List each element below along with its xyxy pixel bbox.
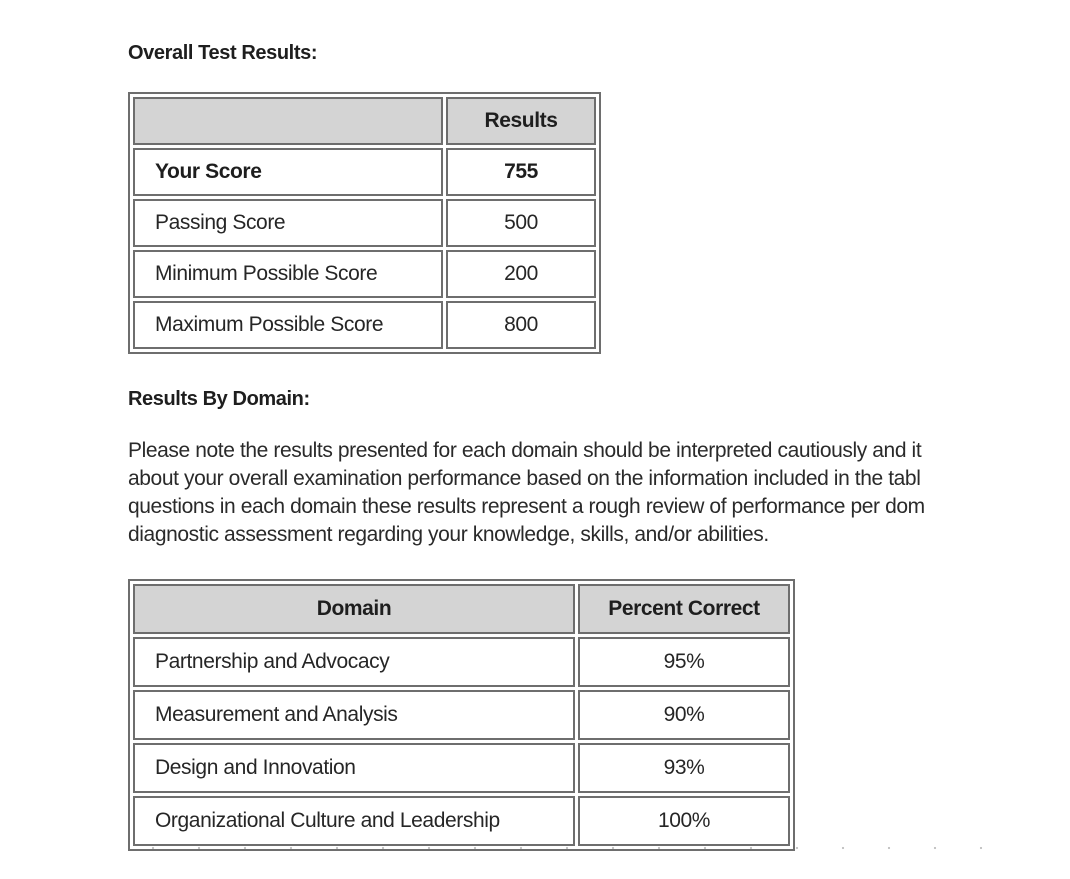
passing-score-label: Passing Score: [133, 199, 443, 247]
domain-percent: 90%: [578, 690, 790, 740]
table-row: [133, 743, 790, 793]
overall-results-blank-header: [133, 97, 443, 145]
table-row: [133, 250, 596, 298]
table-row: [133, 199, 596, 247]
percent-correct-column-header: Percent Correct: [578, 584, 790, 634]
domain-percent: 95%: [578, 637, 790, 687]
note-line: questions in each domain these results represent a rough review of performance per dom: [128, 495, 925, 518]
domain-name: Partnership and Advocacy: [133, 637, 575, 687]
domain-column-header: Domain: [133, 584, 575, 634]
table-row: [133, 301, 596, 349]
maximum-score-value: 800: [446, 301, 596, 349]
results-by-domain-heading: Results By Domain:: [128, 388, 310, 410]
table-row: [133, 637, 790, 687]
domain-name: Design and Innovation: [133, 743, 575, 793]
passing-score-value: 500: [446, 199, 596, 247]
overall-results-heading: Overall Test Results:: [128, 42, 318, 64]
domain-name: Organizational Culture and Leadership: [133, 796, 575, 846]
domain-results-note: [128, 437, 1070, 549]
note-line: diagnostic assessment regarding your knowledge, skills, and/or abilities.: [128, 523, 769, 546]
note-line: about your overall examination performance based on the information included in the tabl: [128, 467, 921, 490]
domain-percent: 100%: [578, 796, 790, 846]
overall-results-header-row: [133, 97, 596, 145]
minimum-score-label: Minimum Possible Score: [133, 250, 443, 298]
table-row: [133, 796, 790, 846]
your-score-value: 755: [446, 148, 596, 196]
overall-results-table: [128, 92, 601, 354]
domain-results-table: [128, 579, 795, 851]
page-cut-artifact: [130, 846, 1010, 850]
your-score-label: Your Score: [133, 148, 443, 196]
domain-percent: 93%: [578, 743, 790, 793]
table-row: [133, 690, 790, 740]
note-line: Please note the results presented for each domain should be interpreted cautiously and it: [128, 439, 922, 462]
domain-name: Measurement and Analysis: [133, 690, 575, 740]
domain-results-header-row: [133, 584, 790, 634]
maximum-score-label: Maximum Possible Score: [133, 301, 443, 349]
table-row: [133, 148, 596, 196]
minimum-score-value: 200: [446, 250, 596, 298]
overall-results-column-header: Results: [446, 97, 596, 145]
